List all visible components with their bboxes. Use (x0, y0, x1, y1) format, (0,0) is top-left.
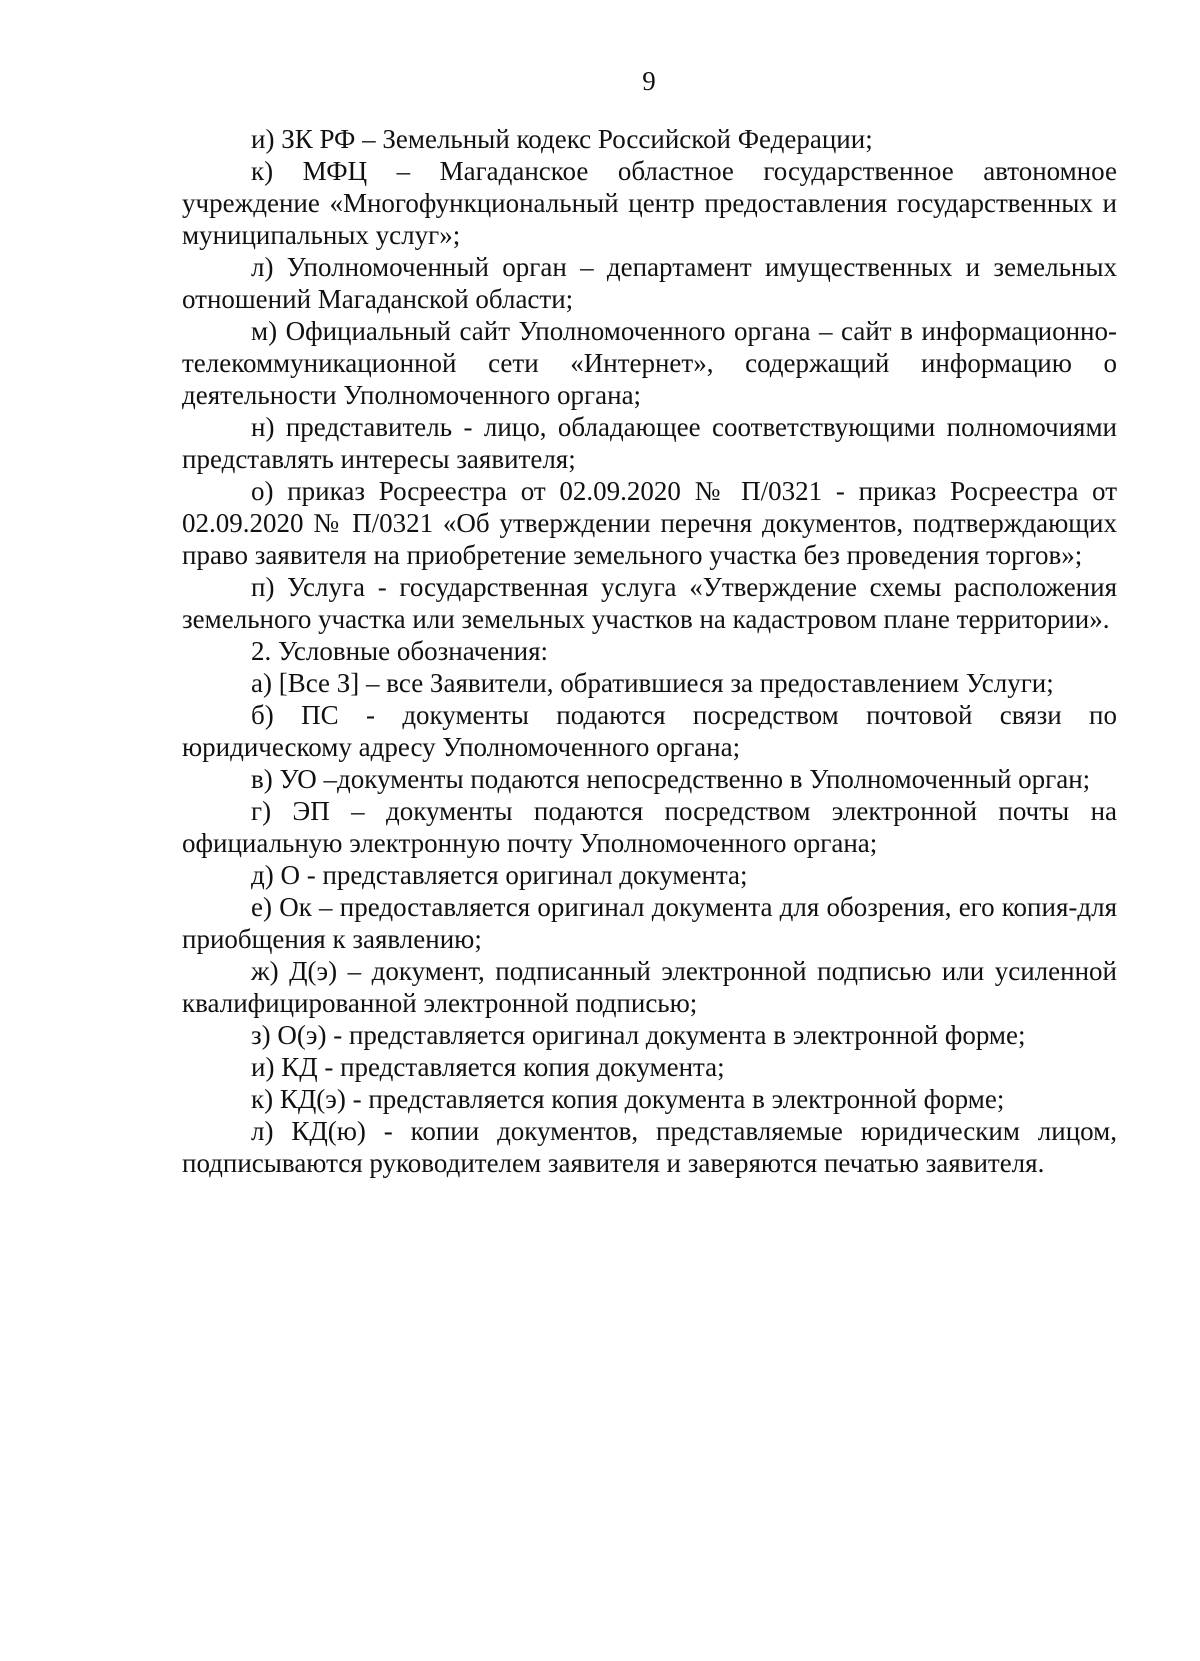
symbol-d-e: ж) Д(э) – документ, подписанный электронной подписью или усиленной квалифицированной электронной подписью; (182, 956, 1117, 1018)
symbol-ps: б) ПС - документы подаются посредством почтовой связи по юридическому адресу Уполномоченного органа; (182, 700, 1117, 762)
symbol-uo: в) УО –документы подаются непосредственно в Уполномоченный орган; (251, 764, 1091, 794)
symbol-kd-e: к) КД(э) - представляется копия документа в электронной форме; (251, 1084, 1005, 1114)
symbol-ep: г) ЭП – документы подаются посредством электронной почты на официальную электронную почту Уполномоченного органа; (182, 796, 1117, 858)
definition-official-site: м) Официальный сайт Уполномоченного органа – сайт в информационно-телекоммуникационной сети «Интернет», содержащий информацию о деятельности Уполномоченного органа; (182, 316, 1117, 410)
definition-representative: н) представитель - лицо, обладающее соответствующими полномочиями представлять интересы заявителя; (182, 412, 1117, 474)
page-number: 9 (642, 66, 656, 96)
definition-mfc: к) МФЦ – Магаданское областное государственное автономное учреждение «Многофункциональный центр предоставления государственных и муниципальных услуг»; (182, 156, 1117, 250)
symbol-o-e: з) О(э) - представляется оригинал документа в электронной форме; (251, 1020, 1026, 1050)
definition-service: п) Услуга - государственная услуга «Утверждение схемы расположения земельного участка или земельных участков на кадастровом плане территории». (182, 572, 1117, 634)
symbol-kd-yu: л) КД(ю) - копии документов, представляемые юридическим лицом, подписываются руководителем заявителя и заверяются печатью заявителя. (182, 1116, 1117, 1178)
definition-authorized-body: л) Уполномоченный орган – департамент имущественных и земельных отношений Магаданской области; (182, 252, 1117, 314)
definition-zk-rf: и) ЗК РФ – Земельный кодекс Российской Федерации; (251, 124, 873, 154)
symbol-ok: е) Ок – предоставляется оригинал документа для обозрения, его копия-для приобщения к заявлению; (182, 892, 1117, 954)
section-heading-symbols: 2. Условные обозначения: (251, 636, 549, 666)
definition-rosreestr-order: о) приказ Росреестра от 02.09.2020 № П/0321 - приказ Росреестра от 02.09.2020 № П/0321 «Об утверждении перечня документов, подтверждающих право заявителя на приобретение земельного участка без проведения торгов»; (182, 476, 1117, 570)
document-body (182, 123, 1117, 1179)
symbol-all-applicants: а) [Все З] – все Заявители, обратившиеся за предоставлением Услуги; (251, 668, 1054, 698)
symbol-o: д) О - представляется оригинал документа; (251, 860, 748, 890)
symbol-kd: и) КД - представляется копия документа; (251, 1052, 725, 1082)
